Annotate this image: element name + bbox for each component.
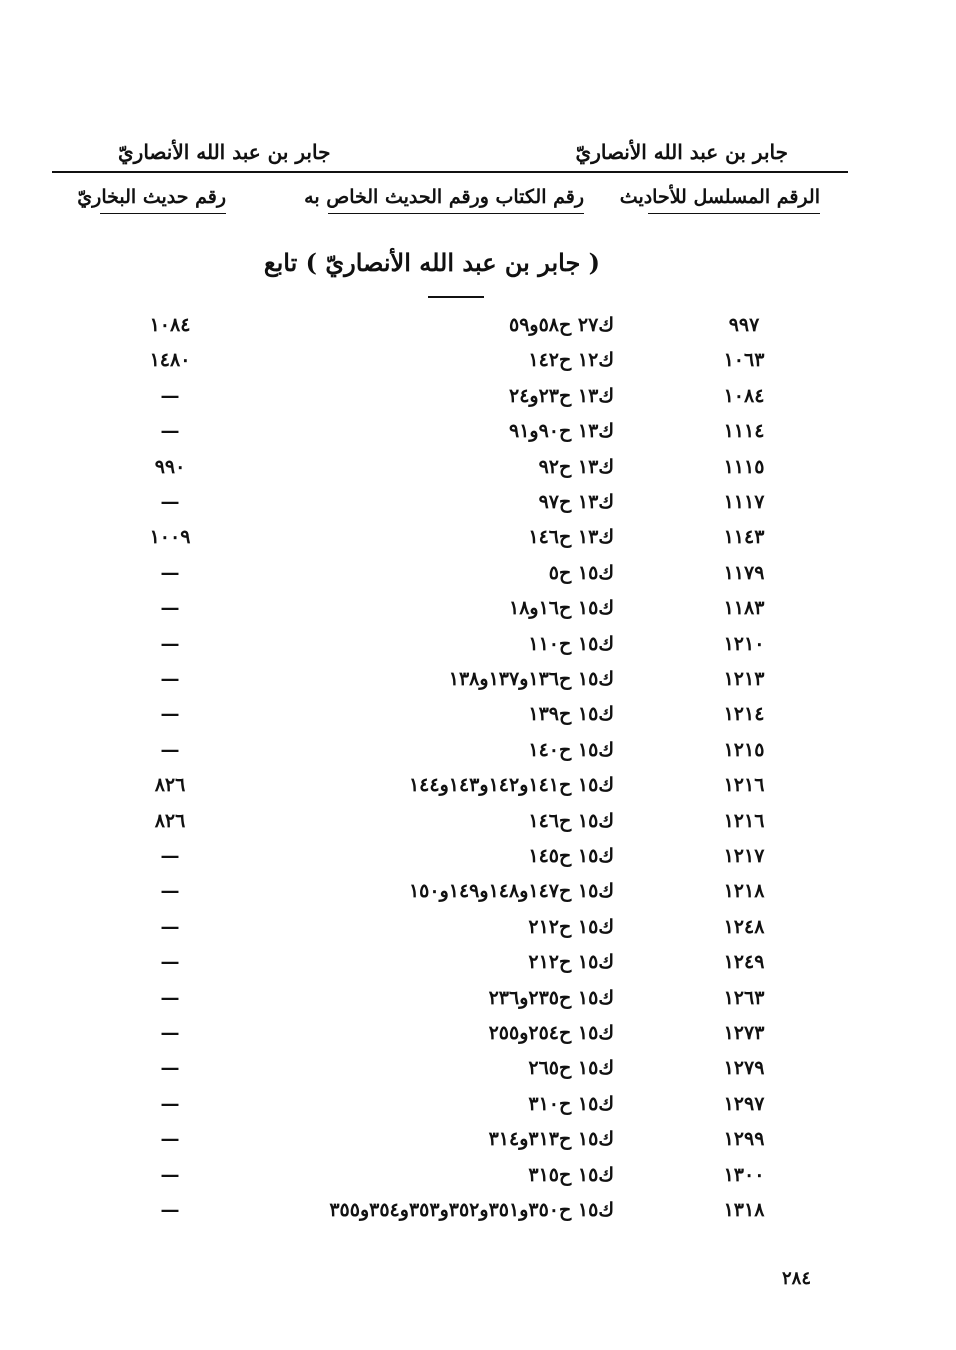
bukhari-number-cell: — [160,986,180,1009]
book-hadith-reference-cell: ك١٥ ح٢٦٥ [528,1057,614,1080]
serial-number-cell: ١٢١٨ [723,880,765,903]
serial-number-cell: ١١٤٣ [723,526,765,549]
table-row [0,629,956,659]
serial-number-cell: ١٢٧٩ [723,1057,765,1080]
book-hadith-reference-cell: ك١٥ ح٣١٠ [528,1092,614,1115]
table-row [0,735,956,765]
table-row [0,664,956,694]
book-hadith-reference-cell: ك١٥ ح٢٥٤و٢٥٥ [488,1022,614,1044]
column-header-underline [100,213,226,215]
bukhari-number-cell: ١٠٠٩ [149,526,191,549]
book-hadith-reference-cell: ك١٥ ح٣٥٠و٣٥١و٣٥٢و٣٥٣و٣٥٤و٣٥٥ [329,1199,614,1221]
bukhari-number-cell: — [160,1163,180,1186]
book-hadith-reference-cell: ك١٣ ح٩٢ [538,455,614,478]
serial-number-cell: ١٢١٧ [723,845,765,867]
table-row [0,452,956,482]
table-row [0,345,956,375]
serial-number-cell: ١٢٩٧ [723,1092,765,1115]
table-row [0,522,956,552]
bukhari-number-cell: — [160,1022,180,1044]
bukhari-number-cell: — [160,1128,180,1151]
header-rule [52,171,848,173]
bukhari-number-cell: — [160,561,180,584]
bukhari-number-cell: — [160,915,180,938]
book-hadith-reference-cell: ك٢٧ ح٥٨و٥٩ [508,314,614,336]
bukhari-number-cell: ٨٢٦ [154,774,186,797]
section-rule [428,296,484,298]
serial-number-cell: ١٢٩٩ [723,1128,765,1151]
table-row [0,416,956,446]
serial-number-cell: ١١١٥ [723,455,765,478]
book-hadith-reference-cell: ك١٥ ح١٤٥ [528,845,614,867]
serial-number-cell: ١٢١٣ [723,668,765,690]
book-hadith-reference-cell: ك١٣ ح٢٣و٢٤ [508,384,614,407]
serial-number-cell: ١٢٧٣ [723,1022,765,1044]
bukhari-number-cell: — [160,668,180,690]
bukhari-number-cell: ٨٢٦ [154,809,186,832]
bukhari-number-cell: — [160,880,180,903]
serial-number-cell: ٩٩٧ [728,314,760,336]
serial-number-cell: ١٢١٦ [723,809,765,832]
serial-number-cell: ١١١٧ [723,491,765,513]
serial-number-cell: ١٠٦٣ [723,349,765,372]
bukhari-number-cell: — [160,491,180,513]
column-header-underline [328,213,584,215]
table-row [0,876,956,906]
bukhari-number-cell: — [160,632,180,655]
column-header-serial-label: الرقم المسلسل للأحاديث [619,186,820,208]
bukhari-number-cell: — [160,738,180,761]
serial-number-cell: ١٣٠٠ [723,1163,765,1186]
book-hadith-reference-cell: ك١٣ ح٩٠و٩١ [508,420,614,443]
bukhari-number-cell: — [160,384,180,407]
bukhari-number-cell: — [160,1199,180,1221]
book-hadith-reference-cell: ك١٥ ح٢١٢ [528,951,614,974]
serial-number-cell: ١٢٤٩ [723,951,765,974]
serial-number-cell: ١١٨٣ [723,597,765,620]
column-header-underline [648,213,820,215]
serial-number-cell: ١٣١٨ [723,1199,765,1221]
bukhari-number-cell: — [160,420,180,443]
table-row [0,806,956,836]
book-hadith-reference-cell: ك١٥ ح٢٣٥و٢٣٦ [488,986,614,1009]
book-hadith-reference-cell: ك١٥ ح١٤٦ [528,809,614,832]
book-hadith-reference-cell: ك١٥ ح٣١٥ [528,1163,614,1186]
book-hadith-reference-cell: ك١٥ ح١٤٧و١٤٨و١٤٩و١٥٠ [408,880,614,903]
serial-number-cell: ١٢٤٨ [723,915,765,938]
book-hadith-reference-cell: ك١٥ ح٢١٢ [528,915,614,938]
serial-number-cell: ١١١٤ [723,420,765,443]
table-row [0,487,956,517]
book-hadith-reference-cell: ك١٥ ح١١٠ [528,632,614,655]
bukhari-number-cell: — [160,1057,180,1080]
column-header-bukhari [77,186,226,208]
book-hadith-reference-cell: ك١٢ ح١٤٢ [528,349,614,372]
table-row [0,947,956,977]
book-hadith-reference-cell: ك١٥ ح١٤١و١٤٢و١٤٣و١٤٤ [408,774,614,797]
book-hadith-reference-cell: ك١٥ ح٥ [548,561,614,584]
bukhari-number-cell: — [160,845,180,867]
table-row [0,1160,956,1190]
running-head-left: جابر بن عبد الله الأنصاريّ [118,140,331,164]
running-head-right: جابر بن عبد الله الأنصاريّ [575,140,788,164]
book-hadith-reference-cell: ك١٥ ح١٣٦و١٣٧و١٣٨ [448,668,614,690]
serial-number-cell: ١١٧٩ [723,561,765,584]
table-row [0,1089,956,1119]
table-row [0,983,956,1013]
table-row [0,1053,956,1083]
bukhari-number-cell: — [160,703,180,726]
bukhari-number-cell: — [160,951,180,974]
book-hadith-reference-cell: ك١٥ ح١٦و١٨ [508,597,614,620]
serial-number-cell: ١٢١٠ [723,632,765,655]
book-hadith-reference-cell: ك١٥ ح٣١٣و٣١٤ [488,1128,614,1151]
column-header-book-hadith [304,186,584,208]
serial-number-cell: ١٢٦٣ [723,986,765,1009]
bukhari-number-cell: ١٤٨٠ [149,349,191,372]
table-row [0,1018,956,1048]
bukhari-number-cell: ١٠٨٤ [149,314,191,336]
book-hadith-reference-cell: ك١٣ ح١٤٦ [528,526,614,549]
table-row [0,1124,956,1154]
table-row [0,912,956,942]
serial-number-cell: ١٢١٦ [723,774,765,797]
table-row [0,1195,956,1225]
table-row [0,593,956,623]
column-header-book-hadith-label: رقم الكتاب ورقم الحديث الخاص به [304,186,584,208]
book-hadith-reference-cell: ك١٣ ح٩٧ [538,491,614,513]
page-number: ٢٨٤ [782,1268,812,1289]
column-header-serial [619,186,820,208]
table-row [0,558,956,588]
bukhari-number-cell: — [160,1092,180,1115]
serial-number-cell: ١٢١٤ [723,703,765,726]
serial-number-cell: ١٠٨٤ [723,384,765,407]
book-hadith-reference-cell: ك١٥ ح١٤٠ [528,738,614,761]
table-row [0,381,956,411]
table-row [0,699,956,729]
table-row [0,841,956,871]
table-row [0,770,956,800]
table-row [0,310,956,340]
section-title: ( جابر بن عبد الله الأنصاريّ ) تابع [263,248,600,277]
book-hadith-reference-cell: ك١٥ ح١٣٩ [528,703,614,726]
column-header-bukhari-label: رقم حديث البخاريّ [77,186,226,208]
bukhari-number-cell: ٩٩٠ [154,455,186,478]
bukhari-number-cell: — [160,597,180,620]
serial-number-cell: ١٢١٥ [723,738,765,761]
